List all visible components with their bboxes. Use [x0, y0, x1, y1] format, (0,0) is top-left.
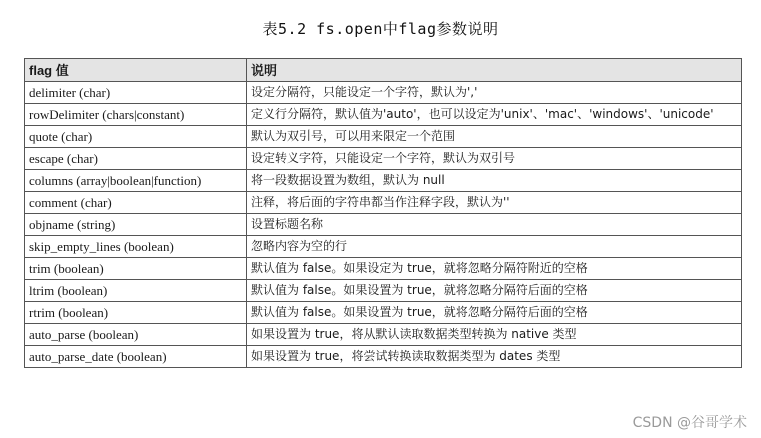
description-cell: 设置标题名称 — [247, 214, 742, 236]
description-cell: 如果设置为 true，将从默认读取数据类型转换为 native 类型 — [247, 324, 742, 346]
table-row — [25, 126, 742, 148]
table-row — [25, 192, 742, 214]
flag-cell: quote (char) — [25, 126, 247, 148]
flag-cell: columns (array|boolean|function) — [25, 170, 247, 192]
description-cell: 注释，将后面的字符串都当作注释字段，默认为'' — [247, 192, 742, 214]
description-cell: 默认为双引号，可以用来限定一个范围 — [247, 126, 742, 148]
table-row — [25, 214, 742, 236]
description-cell: 默认值为 false。如果设置为 true，就将忽略分隔符后面的空格 — [247, 280, 742, 302]
description-cell: 设定分隔符，只能设定一个字符，默认为',' — [247, 82, 742, 104]
table-row — [25, 258, 742, 280]
description-cell: 定义行分隔符，默认值为'auto'，也可以设定为'unix'、'mac'、'windows'、'unicode' — [247, 104, 742, 126]
description-cell: 默认值为 false。如果设置为 true，就将忽略分隔符后面的空格 — [247, 302, 742, 324]
table-row — [25, 170, 742, 192]
table-caption: 表5.2 fs.open中flag参数说明 — [262, 20, 499, 38]
header-flag-value: flag 值 — [25, 59, 247, 82]
description-cell: 将一段数据设置为数组，默认为 null — [247, 170, 742, 192]
description-cell: 默认值为 false。如果设定为 true，就将忽略分隔符附近的空格 — [247, 258, 742, 280]
table-row — [25, 346, 742, 368]
flag-cell: ltrim (boolean) — [25, 280, 247, 302]
table-row — [25, 104, 742, 126]
flag-cell: rowDelimiter (chars|constant) — [25, 104, 247, 126]
flag-cell: escape (char) — [25, 148, 247, 170]
description-cell: 设定转义字符，只能设定一个字符，默认为双引号 — [247, 148, 742, 170]
header-description: 说明 — [247, 59, 742, 82]
flag-cell: comment (char) — [25, 192, 247, 214]
description-cell: 忽略内容为空的行 — [247, 236, 742, 258]
table-row — [25, 236, 742, 258]
table-row — [25, 280, 742, 302]
flag-cell: trim (boolean) — [25, 258, 247, 280]
description-cell: 如果设置为 true，将尝试转换读取数据类型为 dates 类型 — [247, 346, 742, 368]
table-row — [25, 82, 742, 104]
flag-cell: objname (string) — [25, 214, 247, 236]
flag-cell: skip_empty_lines (boolean) — [25, 236, 247, 258]
flag-parameter-table — [24, 58, 742, 368]
csdn-watermark: CSDN @谷哥学术 — [632, 415, 747, 431]
table-header-row — [25, 59, 742, 82]
flag-cell: auto_parse_date (boolean) — [25, 346, 247, 368]
flag-cell: rtrim (boolean) — [25, 302, 247, 324]
table-row — [25, 324, 742, 346]
table-row — [25, 148, 742, 170]
table-row — [25, 302, 742, 324]
flag-cell: auto_parse (boolean) — [25, 324, 247, 346]
flag-cell: delimiter (char) — [25, 82, 247, 104]
